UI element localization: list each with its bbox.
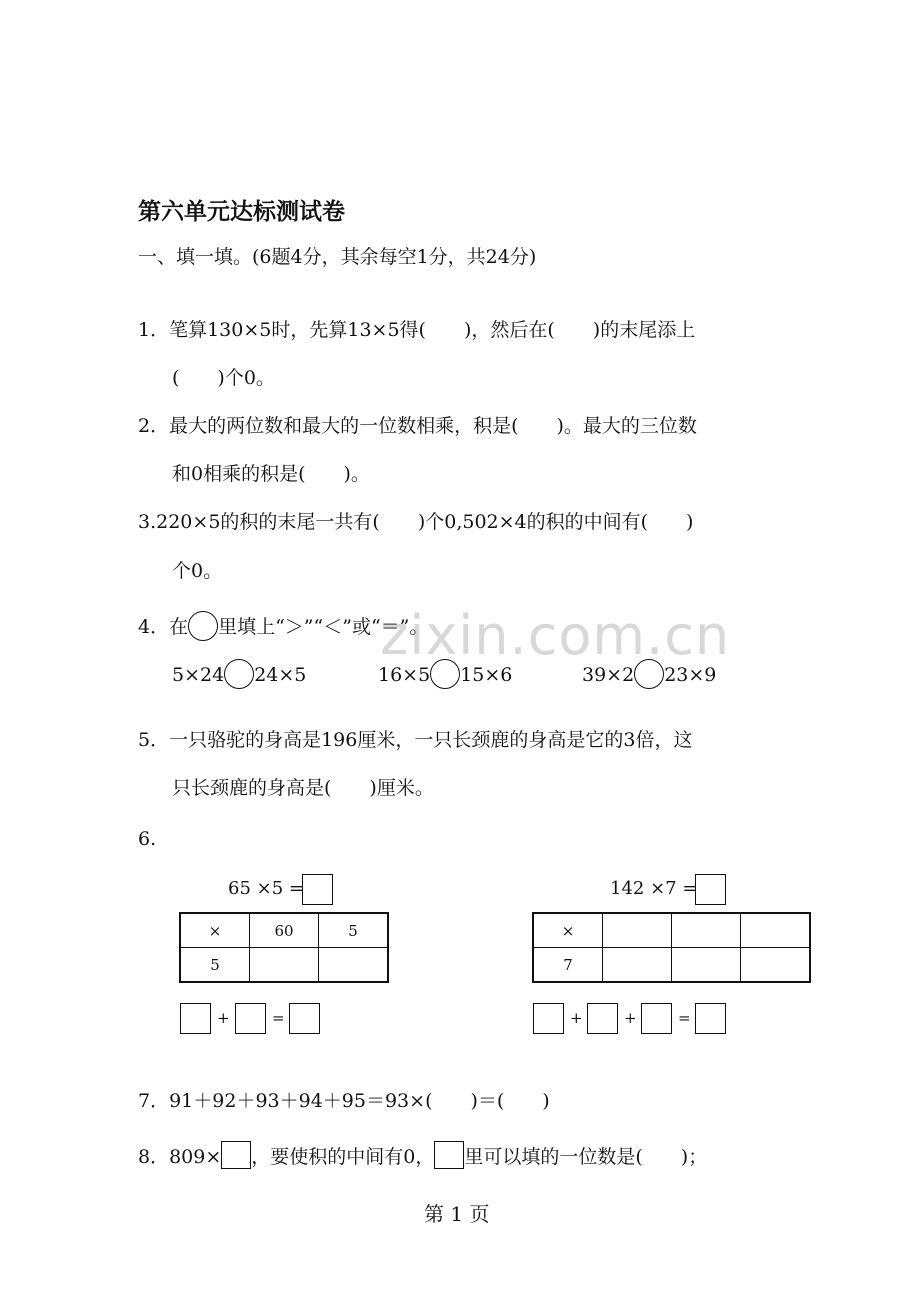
table-row <box>533 913 810 948</box>
q3-line1: 3.220×5的积的末尾一共有( )个0,502×4的积的中间有( ) <box>138 511 694 533</box>
q6-right-plus-2: + <box>624 1009 637 1027</box>
q4-instruction <box>138 611 428 641</box>
q6-left-equals: = <box>272 1009 285 1027</box>
q6-label: 6. <box>138 828 157 850</box>
compare-circle-2[interactable] <box>430 659 460 689</box>
q4-suffix: 里填上“＞”“＜”或“＝”。 <box>218 616 429 638</box>
q6-left-table <box>179 912 389 983</box>
q6-left-sum-box-1[interactable] <box>180 1003 211 1034</box>
table-cell: 5 <box>319 913 389 948</box>
q8-blank-box-1[interactable] <box>221 1141 251 1169</box>
table-cell: 7 <box>533 948 603 983</box>
q5-line2: 只长颈鹿的身高是( )厘米。 <box>172 777 434 799</box>
page-footer: 第 1 页 <box>424 1202 490 1226</box>
q4-item-1-right: 24×5 <box>254 664 307 686</box>
table-cell-blank[interactable] <box>250 948 319 983</box>
table-cell-blank[interactable] <box>603 913 672 948</box>
table-cell-blank[interactable] <box>672 913 741 948</box>
table-row <box>180 948 388 983</box>
table-cell: × <box>180 913 250 948</box>
q6-right-equals: = <box>678 1009 691 1027</box>
compare-circle-3[interactable] <box>634 659 664 689</box>
q8-prefix: 8．809× <box>138 1146 222 1168</box>
q6-left-equation: 65 ×5 = <box>228 878 304 899</box>
q4-item-1 <box>172 659 306 689</box>
q6-left-result-box[interactable] <box>302 874 333 905</box>
table-cell-blank[interactable] <box>319 948 389 983</box>
q4-item-3 <box>582 659 716 689</box>
q1-line2: ( )个0。 <box>172 367 275 389</box>
q4-item-3-right: 23×9 <box>664 664 717 686</box>
q6-left-sum-box-3[interactable] <box>289 1003 320 1034</box>
q4-item-2 <box>378 659 512 689</box>
q8-line <box>138 1141 707 1169</box>
table-cell-blank[interactable] <box>672 948 741 983</box>
q4-item-1-left: 5×24 <box>172 664 225 686</box>
page-title: 第六单元达标测试卷 <box>138 198 345 225</box>
q5-line1: 5．一只骆驼的身高是196厘米，一只长颈鹿的身高是它的3倍，这 <box>138 729 693 751</box>
watermark: zixin.com.cn <box>380 604 731 667</box>
q6-right-plus-1: + <box>570 1009 583 1027</box>
q6-right-sum-box-4[interactable] <box>695 1003 726 1034</box>
q3-line2: 个0。 <box>172 560 223 582</box>
q6-right-sum-box-3[interactable] <box>641 1003 672 1034</box>
q8-suffix: 里可以填的一位数是( )； <box>464 1146 708 1168</box>
table-cell-blank[interactable] <box>603 948 672 983</box>
q1-line1: 1．笔算130×5时，先算13×5得( )，然后在( )的末尾添上 <box>138 319 696 341</box>
section-heading: 一、填一填。(6题4分，其余每空1分，共24分) <box>138 246 537 268</box>
compare-circle-1[interactable] <box>224 659 254 689</box>
q8-blank-box-2[interactable] <box>434 1141 464 1169</box>
table-cell-blank[interactable] <box>741 913 811 948</box>
q8-middle: ，要使积的中间有0， <box>251 1146 435 1168</box>
q2-line1: 2．最大的两位数和最大的一位数相乘，积是( )。最大的三位数 <box>138 415 697 437</box>
table-cell-blank[interactable] <box>741 948 811 983</box>
q4-prefix: 4．在 <box>138 616 189 638</box>
q6-right-table <box>532 912 811 983</box>
q2-line2: 和0相乘的积是( )。 <box>172 463 370 485</box>
table-row <box>180 913 388 948</box>
q6-right-result-box[interactable] <box>695 874 726 905</box>
table-cell: 60 <box>250 913 319 948</box>
table-cell: × <box>533 913 603 948</box>
q6-right-equation: 142 ×7 = <box>610 878 698 899</box>
q4-item-2-right: 15×6 <box>460 664 513 686</box>
q6-right-sum-box-2[interactable] <box>587 1003 618 1034</box>
q6-right-sum-box-1[interactable] <box>533 1003 564 1034</box>
q4-item-2-left: 16×5 <box>378 664 431 686</box>
table-cell: 5 <box>180 948 250 983</box>
table-row <box>533 948 810 983</box>
q7-line: 7．91＋92＋93＋94＋95＝93×( )＝( ) <box>138 1090 550 1112</box>
compare-circle-icon <box>188 611 218 641</box>
q4-item-3-left: 39×2 <box>582 664 635 686</box>
q6-left-plus: + <box>217 1009 230 1027</box>
q6-left-sum-box-2[interactable] <box>235 1003 266 1034</box>
